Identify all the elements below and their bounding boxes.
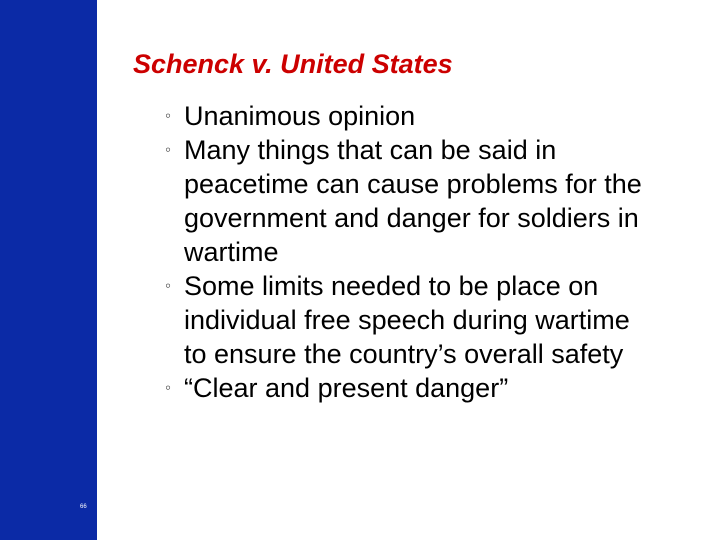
bullet-circle-icon: ◦ — [165, 140, 172, 159]
sidebar-accent — [0, 0, 97, 540]
bullet-text: Some limits needed to be place on individual free speech during wartime to ensure the country’s overall safety — [184, 271, 630, 369]
bullet-circle-icon: ◦ — [165, 276, 172, 295]
bullet-circle-icon: ◦ — [165, 106, 172, 125]
bullet-list — [165, 99, 645, 405]
slide-title: Schenck v. United States — [133, 49, 453, 79]
bullet-circle-icon: ◦ — [165, 378, 172, 397]
bullet-item — [165, 269, 645, 371]
bullet-text: Unanimous opinion — [184, 101, 416, 131]
slide-number: 66 — [80, 504, 87, 510]
bullet-text: Many things that can be said in peacetime can cause problems for the government and danger for soldiers in wartime — [184, 135, 642, 267]
bullet-item — [165, 99, 645, 133]
bullet-text: “Clear and present danger” — [184, 373, 509, 403]
bullet-item — [165, 371, 645, 405]
bullet-item — [165, 133, 645, 269]
